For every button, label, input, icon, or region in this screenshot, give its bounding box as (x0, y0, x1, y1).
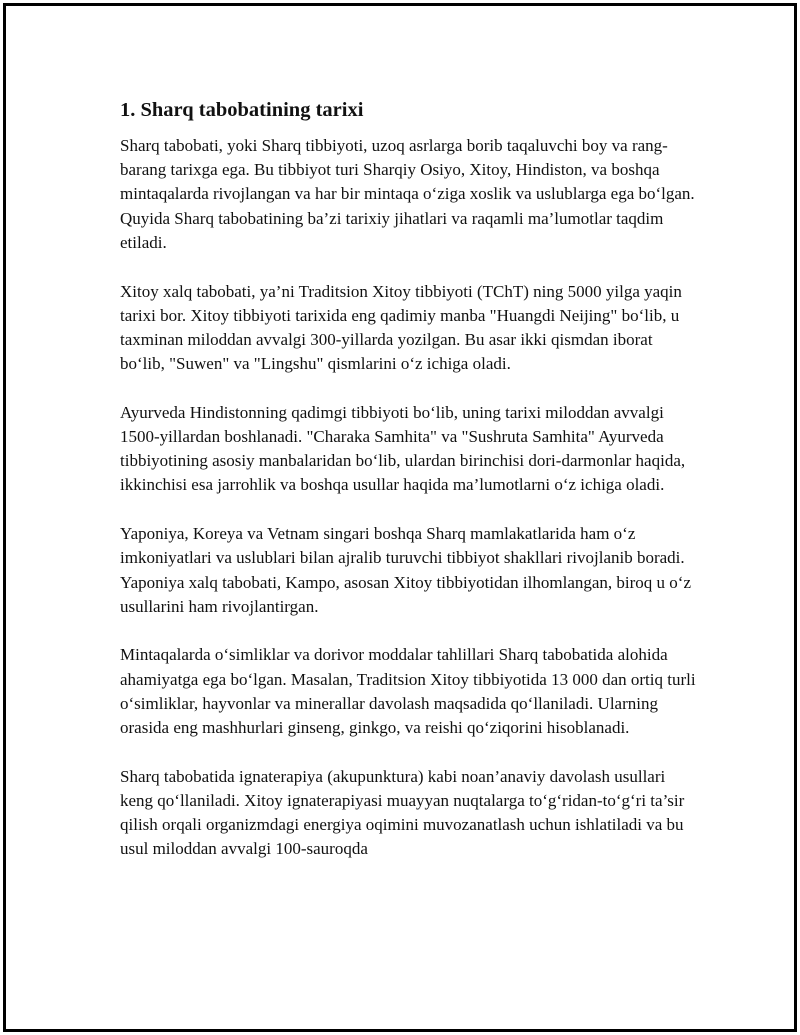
document-page (3, 3, 797, 1032)
paragraph-herbal-medicine: Mintaqalarda o‘simliklar va dorivor moddalar tahlillari Sharq tabobatida alohida ahamiyatga ega bo‘lgan. Masalan, Traditsion Xitoy tibbiyotida 13 000 dan ortiq turli o‘simliklar, hayvonlar va minerallar davolash maqsadida qo‘llaniladi. Ularning orasida eng mashhurlari ginseng, ginkgo, va reishi qo‘ziqorini hisoblanadi. (120, 645, 696, 738)
paragraph-intro: Sharq tabobati, yoki Sharq tibbiyoti, uzoq asrlarga borib taqaluvchi boy va rang-barang tarixga ega. Bu tibbiyot turi Sharqiy Osiyo, Xitoy, Hindiston, va boshqa mintaqalarda rivojlangan va har bir mintaqa o‘ziga xoslik va uslublarga ega bo‘lgan. Quyida Sharq tabobatining ba’zi tarixiy jihatlari va raqamli ma’lumotlar taqdim etiladi. (120, 136, 695, 252)
paragraph-ayurveda: Ayurveda Hindistonning qadimgi tibbiyoti bo‘lib, uning tarixi miloddan avvalgi 1500-yillardan boshlanadi. "Charaka Samhita" va "Sushruta Samhita" Ayurveda tibbiyotining asosiy manbalaridan bo‘lib, ulardan birinchisi dori-darmonlar haqida, ikkinchisi esa jarrohlik va boshqa usullar haqida ma’lumotlarni o‘z ichiga oladi. (120, 402, 686, 495)
paragraph-chinese-medicine: Xitoy xalq tabobati, ya’ni Traditsion Xitoy tibbiyoti (TChT) ning 5000 yilga yaqin tarixi bor. Xitoy tibbiyoti tarixida eng qadimiy manba "Huangdi Neijing" bo‘lib, u taxminan miloddan avvalgi 300-yillarda yozilgan. Bu asar ikki qismdan iborat bo‘lib, "Suwen" va "Lingshu" qismlarini o‘z ichiga oladi. (120, 281, 682, 374)
section-heading: 1. Sharq tabobatining tarixi (120, 99, 364, 121)
paragraph-acupuncture: Sharq tabobatida ignaterapiya (akupunktura) kabi noan’anaviy davolash usullari keng qo‘llaniladi. Xitoy ignaterapiyasi muayyan nuqtalarga to‘g‘ridan-to‘g‘ri ta’sir qilish orqali organizmdagi energiya oqimini muvozanatlash uchun ishlatiladi va bu usul miloddan avvalgi 100-sauroqda (120, 766, 685, 859)
document-body (120, 96, 700, 886)
paragraph-other-countries: Yaponiya, Koreya va Vetnam singari boshqa Sharq mamlakatlarida ham o‘z imkoniyatlari va uslublari bilan ajralib turuvchi tibbiyot shakllari rivojlanib boradi. Yaponiya xalq tabobati, Kampo, asosan Xitoy tibbiyotidan ilhomlangan, biroq u o‘z usullarini ham rivojlantirgan. (120, 524, 691, 616)
